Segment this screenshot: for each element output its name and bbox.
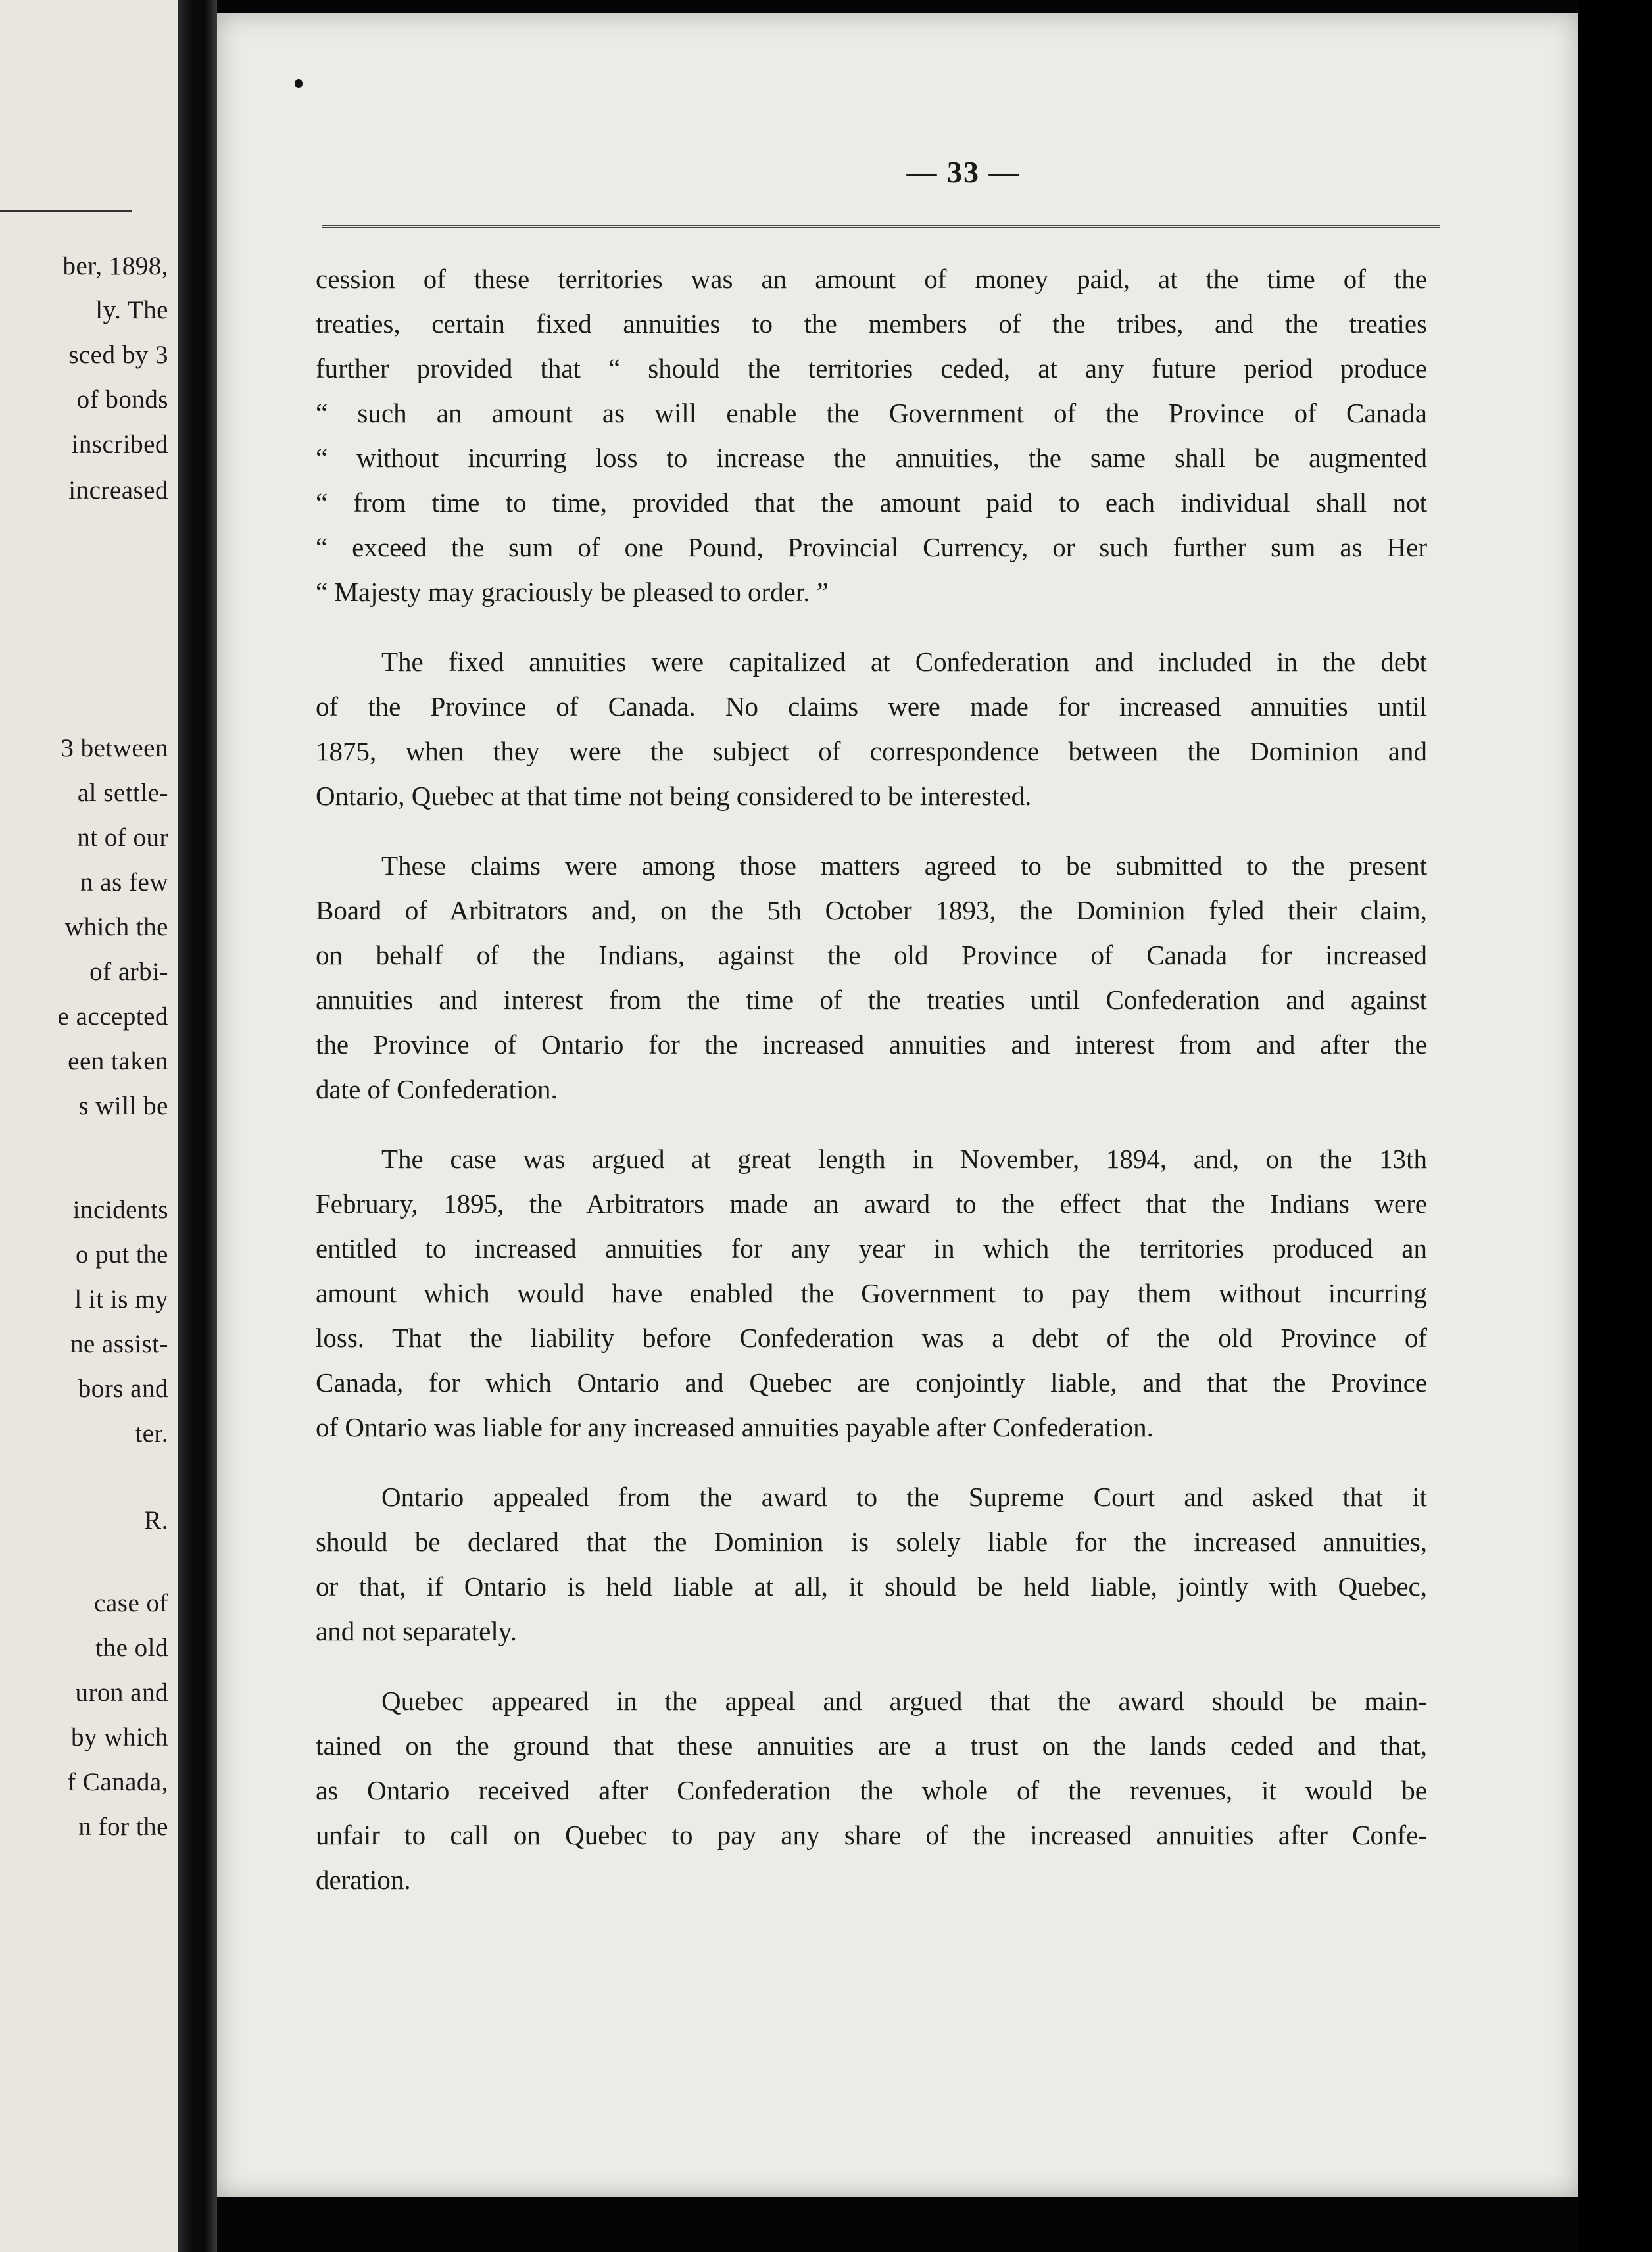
previous-page-header-rule [0,210,132,212]
previous-page-fragment-line: sced by 3 [68,341,168,369]
text-line: annuities and interest from the time of the treaties until Confederation and against [316,985,1427,1015]
ink-speck [295,79,303,88]
previous-page-fragment-line: incidents [72,1196,168,1224]
previous-page-fragment-line: which the [64,913,168,941]
previous-page-fragment-line: of bonds [76,385,168,414]
text-line: 1875, when they were the subject of correspondence between the Dominion and [316,736,1427,766]
page-body-text [316,257,1427,1927]
text-line: Board of Arbitrators and, on the 5th October 1893, the Dominion fyled their claim, [316,895,1427,925]
book-page [217,13,1578,2197]
text-line: tained on the ground that these annuities are a trust on the lands ceded and that, [316,1730,1427,1761]
body-paragraph [316,1475,1427,1653]
previous-page-fragment-line: 3 between [61,734,168,762]
text-line: Ontario, Quebec at that time not being considered to be interested. [316,781,1032,811]
previous-page-fragment-line: een taken [68,1047,168,1075]
previous-page-fragment-line: R. [144,1506,168,1534]
previous-page-fragment-line: e accepted [57,1002,168,1031]
text-line: treaties, certain fixed annuities to the members of the tribes, and the treaties [316,308,1427,339]
body-paragraph [316,639,1427,818]
previous-page-fragment-line: by which [70,1723,168,1751]
previous-page-fragment-line: o put the [76,1240,168,1269]
text-line: “ Majesty may graciously be pleased to order. ” [316,577,829,607]
previous-page-fragment-line: ber, 1898, [62,252,168,280]
text-line: cession of these territories was an amount of money paid, at the time of the [316,264,1427,294]
text-line: These claims were among those matters agreed to be submitted to the present [381,850,1427,881]
previous-page-fragment-line: l it is my [74,1285,168,1313]
previous-page-fragment-line: n as few [80,868,168,896]
previous-page-fragment-line: nt of our [77,823,168,852]
text-line: should be declared that the Dominion is solely liable for the increased annuities, [316,1527,1427,1557]
text-line: “ from time to time, provided that the amount paid to each individual shall not [316,487,1427,518]
previous-page-fragment-line: uron and [75,1678,168,1707]
previous-page-fragment-line: ter. [135,1419,168,1448]
text-line: Canada, for which Ontario and Quebec are conjointly liable, and that the Province [316,1367,1427,1398]
text-line: as Ontario received after Confederation the whole of the revenues, it would be [316,1775,1427,1805]
previous-page-fragment-line: s will be [78,1092,168,1120]
previous-page-fragment [0,0,178,2252]
previous-page-fragment-line: ne assist- [70,1330,168,1358]
body-paragraph [316,1137,1427,1450]
text-line: entitled to increased annuities for any year in which the territories produced an [316,1233,1427,1263]
text-line: “ exceed the sum of one Pound, Provincial Currency, or such further sum as Her [316,532,1427,562]
text-line: February, 1895, the Arbitrators made an award to the effect that the Indians were [316,1188,1427,1219]
body-paragraph [316,843,1427,1112]
text-line: deration. [316,1865,411,1895]
text-line: of the Province of Canada. No claims were made for increased annuities until [316,691,1427,722]
previous-page-fragment-line: increased [68,476,168,504]
previous-page-fragment-line: al settle- [77,779,168,807]
text-line: Ontario appealed from the award to the Supreme Court and asked that it [381,1482,1427,1512]
text-line: unfair to call on Quebec to pay any share of the increased annuities after Confe- [316,1820,1427,1850]
text-line: The case was argued at great length in November, 1894, and, on the 13th [381,1144,1427,1174]
text-line: on behalf of the Indians, against the old Province of Canada for increased [316,940,1427,970]
text-line: date of Confederation. [316,1074,558,1104]
text-line: Quebec appeared in the appeal and argued that the award should be main- [381,1686,1427,1716]
previous-page-fragment-line: n for the [78,1813,168,1841]
text-line: amount which would have enabled the Government to pay them without incurring [316,1278,1427,1308]
text-line: loss. That the liability before Confederation was a debt of the old Province of [316,1323,1427,1353]
text-line: “ such an amount as will enable the Government of the Province of Canada [316,398,1427,428]
text-line: “ without incurring loss to increase the annuities, the same shall be augmented [316,443,1427,473]
text-line: The fixed annuities were capitalized at Confederation and included in the debt [381,647,1427,677]
page-number: — 33 — [906,155,1021,189]
text-line: further provided that “ should the territories ceded, at any future period produce [316,353,1427,383]
book-gutter [178,0,217,2252]
previous-page-fragment-line: bors and [78,1375,168,1403]
previous-page-fragment-line: the old [95,1634,168,1662]
previous-page-fragment-line: of arbi- [89,958,168,986]
header-rule [322,225,1440,228]
scan-border [1578,0,1652,2252]
text-line: the Province of Ontario for the increased annuities and interest from and after the [316,1029,1427,1060]
text-line: or that, if Ontario is held liable at all, it should be held liable, jointly with Quebec, [316,1571,1427,1602]
text-line: and not separately. [316,1616,517,1646]
body-paragraph [316,257,1427,614]
previous-page-fragment-line: ly. The [95,296,168,324]
previous-page-fragment-line: case of [94,1589,168,1617]
text-line: of Ontario was liable for any increased annuities payable after Confederation. [316,1412,1154,1442]
previous-page-fragment-line: f Canada, [67,1768,168,1796]
body-paragraph [316,1678,1427,1902]
previous-page-fragment-line: inscribed [71,430,168,458]
